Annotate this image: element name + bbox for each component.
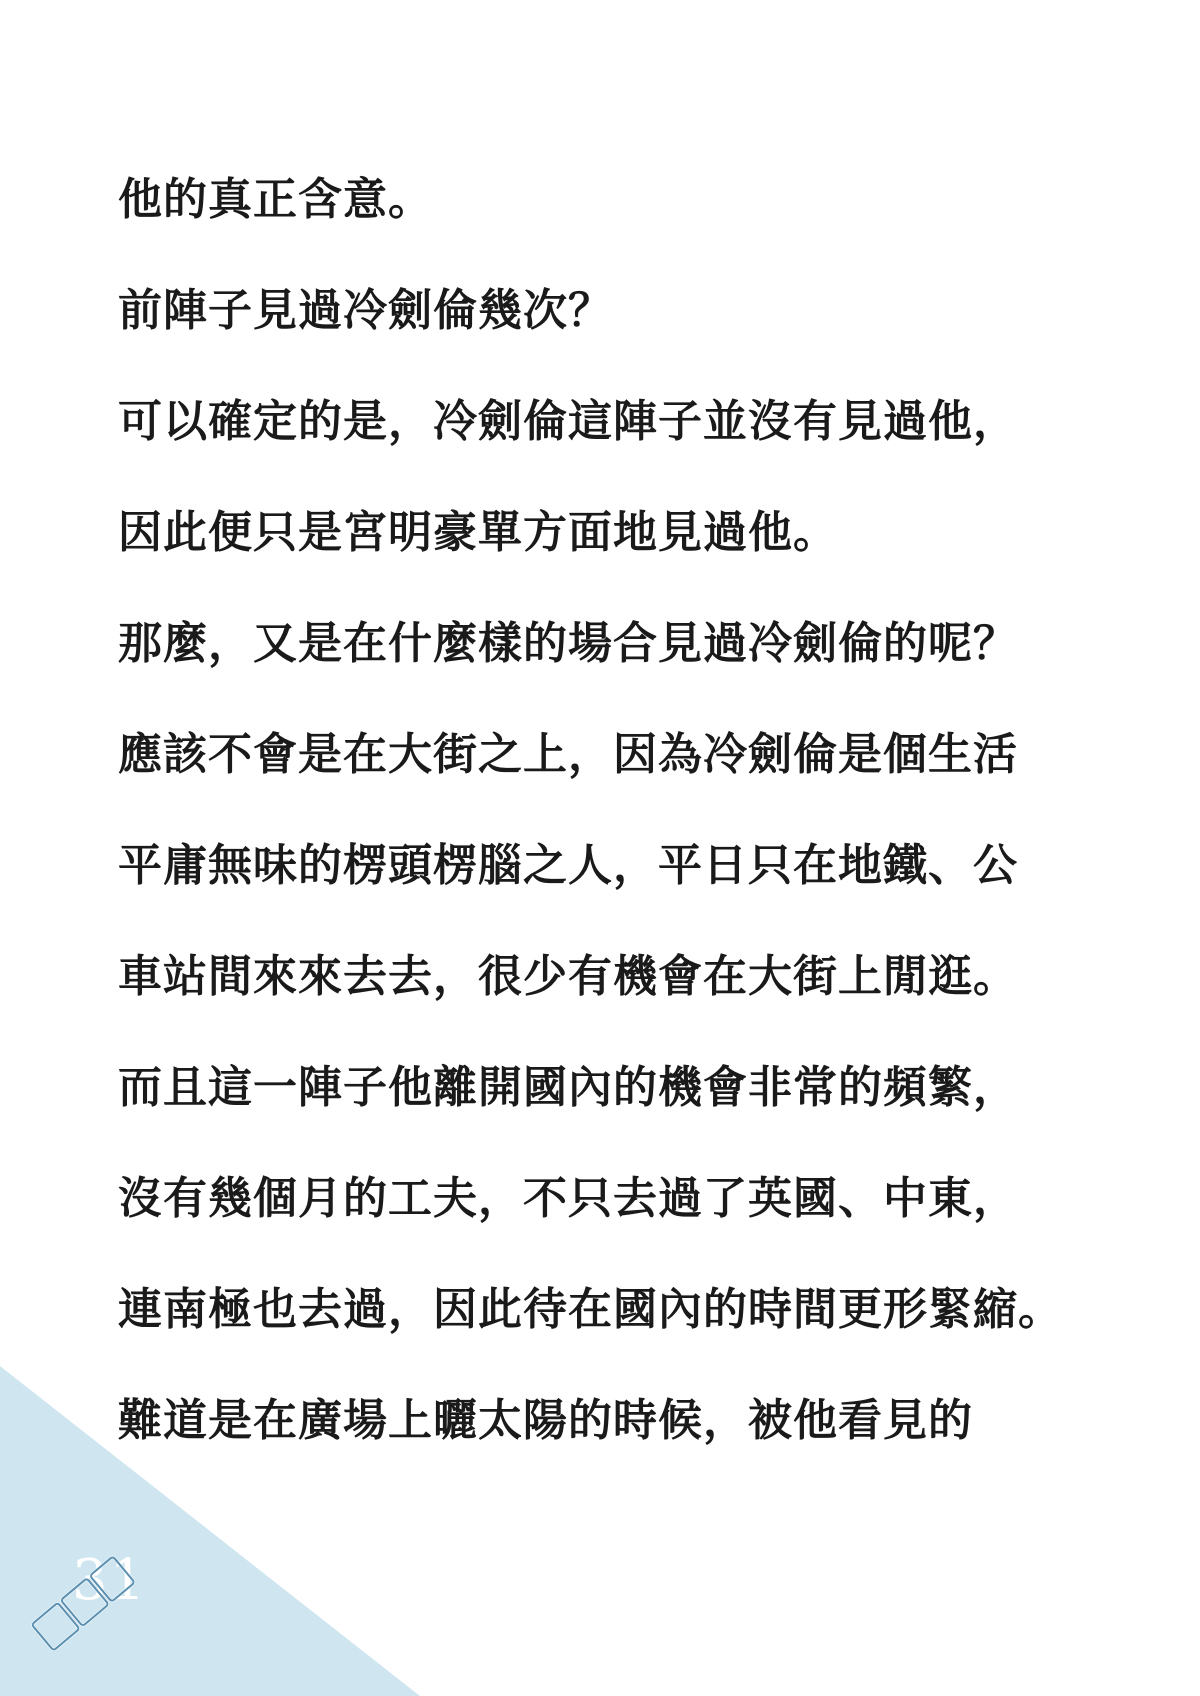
text-line: 可以確定的是，冷劍倫這陣子並沒有見過他，: [118, 396, 1018, 447]
text-line: 他的真正含意。: [118, 174, 433, 225]
text-line: 應該不會是在大街之上，因為冷劍倫是個生活: [118, 729, 1018, 780]
text-line: 平庸無味的楞頭楞腦之人，平日只在地鐵、公: [118, 840, 1018, 891]
text-line: 車站間來來去去，很少有機會在大街上閒逛。: [118, 951, 1018, 1002]
text-line: 那麼，又是在什麼樣的場合見過冷劍倫的呢？: [118, 618, 1018, 669]
text-line: 沒有幾個月的工夫，不只去過了英國、中東，: [118, 1173, 1018, 1224]
text-line: 連南極也去過，因此待在國內的時間更形緊縮。: [118, 1284, 1063, 1335]
manban-logo-icon: [10, 1540, 160, 1690]
page-number: 31: [72, 1548, 148, 1613]
text-line: 而且這一陣子他離開國內的機會非常的頻繁，: [118, 1062, 1018, 1113]
text-line: 前陣子見過冷劍倫幾次？: [118, 285, 613, 336]
text-line: 因此便只是宮明豪單方面地見過他。: [118, 507, 838, 558]
text-line: 難道是在廣場上曬太陽的時候，被他看見的: [118, 1395, 973, 1446]
